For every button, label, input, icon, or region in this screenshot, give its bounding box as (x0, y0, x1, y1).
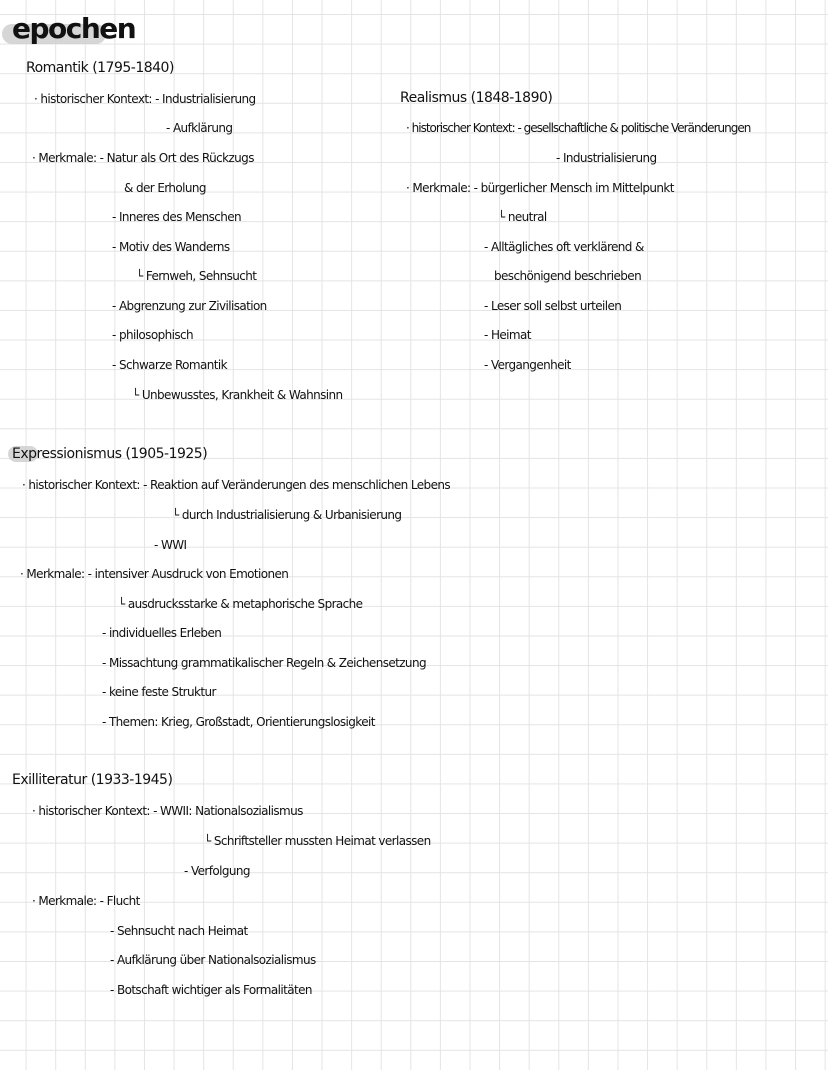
romantik-context: · historischer Kontext: - Industrialisierung (34, 92, 256, 106)
exilliteratur-merkmal: - Aufklärung über Nationalsozialismus (110, 953, 316, 967)
expressionismus-context: · historischer Kontext: - Reaktion auf Veränderungen des menschlichen Lebens (22, 478, 451, 492)
exilliteratur-context-sub: └ Schriftsteller mussten Heimat verlassen (204, 834, 431, 848)
romantik-merkmal: - philosophisch (112, 328, 193, 342)
romantik-merkmal: - Inneres des Menschen (112, 210, 242, 224)
realismus-merkmal-line: beschönigend beschrieben (494, 269, 642, 283)
romantik-merkmal: - Schwarze Romantik (112, 358, 227, 372)
realismus-merkmal: - Alltägliches oft verklärend & (484, 240, 644, 254)
exilliteratur-merkmal: - Sehnsucht nach Heimat (110, 924, 248, 938)
expressionismus-context-item: - WWI (154, 538, 187, 552)
expressionismus-merkmal: - Themen: Krieg, Großstadt, Orientierungslosigkeit (102, 715, 375, 729)
realismus-context: · historischer Kontext: - gesellschaftliche & politische Veränderungen (406, 121, 751, 135)
page-title: epochen (12, 12, 136, 45)
romantik-merkmal-sub: └ Fernweh, Sehnsucht (136, 269, 257, 283)
exilliteratur-context-item: - Verfolgung (184, 864, 250, 878)
expressionismus-merkmale: · Merkmale: - intensiver Ausdruck von Emotionen (20, 567, 289, 581)
expressionismus-merkmal: - keine feste Struktur (102, 685, 216, 699)
realismus-merkmal-sub: └ neutral (498, 210, 547, 224)
romantik-merkmal: - Motiv des Wanderns (112, 240, 230, 254)
expressionismus-merkmal: - Missachtung grammatikalischer Regeln & Zeichensetzung (102, 656, 426, 670)
realismus-merkmal: - Leser soll selbst urteilen (484, 299, 622, 313)
expressionismus-merkmal: - individuelles Erleben (102, 626, 222, 640)
realismus-context-item: - Industrialisierung (556, 151, 657, 165)
romantik-merkmal: - Abgrenzung zur Zivilisation (112, 299, 267, 313)
romantik-context-item: - Aufklärung (166, 121, 233, 135)
realismus-merkmal: - Vergangenheit (484, 358, 571, 372)
romantik-merkmale: · Merkmale: - Natur als Ort des Rückzugs (32, 151, 254, 165)
exilliteratur-merkmale: · Merkmale: - Flucht (32, 894, 140, 908)
realismus-heading: Realismus (1848-1890) (400, 90, 553, 106)
expressionismus-merkmal-sub: └ ausdrucksstarke & metaphorische Sprache (118, 597, 363, 611)
romantik-merkmal-line: & der Erholung (124, 181, 206, 195)
expressionismus-heading: Expressionismus (1905-1925) (12, 446, 208, 462)
exilliteratur-heading: Exilliteratur (1933-1945) (12, 772, 173, 788)
romantik-merkmal-sub: └ Unbewusstes, Krankheit & Wahnsinn (132, 388, 343, 402)
realismus-merkmal: - Heimat (484, 328, 531, 342)
exilliteratur-context: · historischer Kontext: - WWII: Nationalsozialismus (32, 804, 303, 818)
realismus-merkmale: · Merkmale: - bürgerlicher Mensch im Mittelpunkt (406, 181, 674, 195)
expressionismus-context-sub: └ durch Industrialisierung & Urbanisierung (172, 508, 402, 522)
exilliteratur-merkmal: - Botschaft wichtiger als Formalitäten (110, 983, 312, 997)
romantik-heading: Romantik (1795-1840) (26, 60, 174, 76)
